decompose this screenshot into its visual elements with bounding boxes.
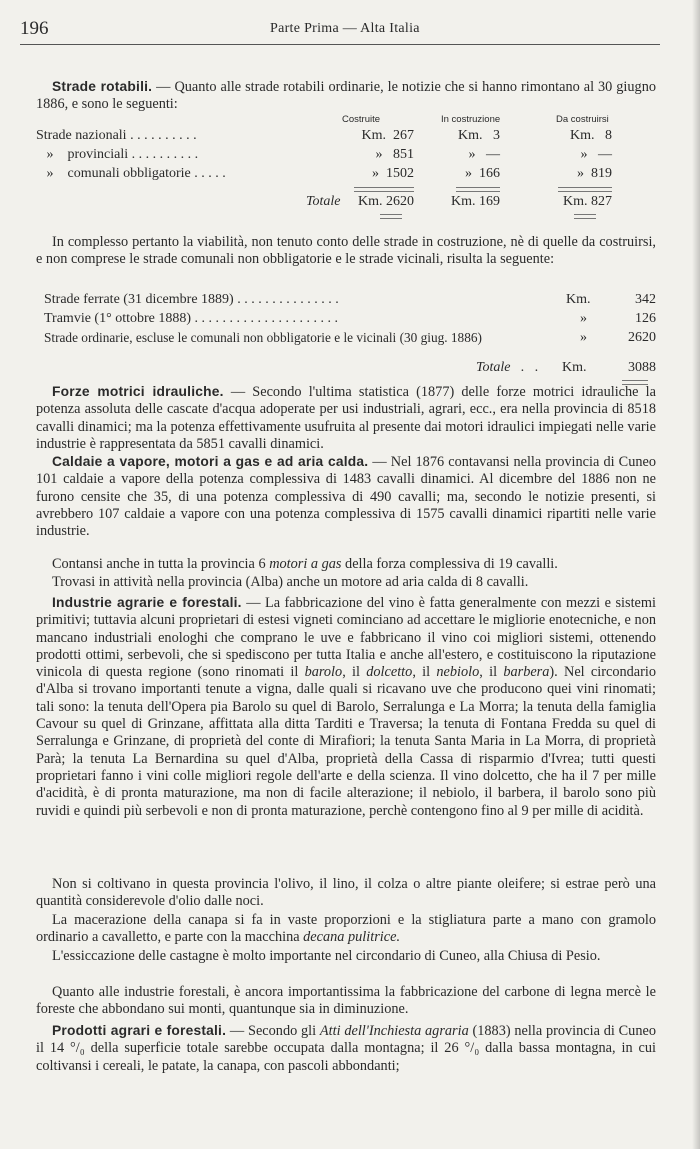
row-label: Tramvie (1° ottobre 1888) . . . . . . . . . . . . . . . . . . . . .: [44, 311, 339, 326]
motori-gas-text-a: Contansi anche in tutta la provincia 6: [52, 556, 270, 572]
forze-motrici-text: — Secondo l'ultima statistica (1877) delle forze motrici idrauliche la potenza assoluta delle cascate d'acqua adoperate per usi industriali, agrari, ecc., era nella provincia di 8518 cavalli dinamici; ma la potenza effettivamente usufruita al presente dai motori idraulici impiegati nelle varie industrie è rappresentata da 5851 cavalli dinamici.: [36, 384, 656, 452]
total-in-costruzione: Km. 169: [451, 194, 500, 209]
aria-calda-paragraph: Trovasi in attività nella provincia (Alba) anche un motore ad aria calda di 8 cavalli.: [52, 574, 529, 590]
cell-costruite: Km. 267: [361, 128, 414, 143]
industrie-paragraph: [36, 594, 656, 820]
forze-motrici-heading: Forze motrici idrauliche.: [52, 384, 224, 399]
row-label: Strade nazionali . . . . . . . . . .: [36, 128, 197, 143]
industrie-heading: Industrie agrarie e forestali.: [52, 595, 242, 610]
viabilita-row-totale: [44, 360, 656, 378]
strade-rotabili-intro: — Quanto alle strade rotabili ordinarie, le notizie che si hanno rimontano al 30 giugno 1886, e sono le seguenti:: [36, 79, 656, 113]
canapa-text: La macerazione della canapa si fa in vaste proporzioni e la stigliatura parte a mano con gramolo ordinario a cavalletto, e parte con la macchina: [36, 912, 656, 946]
viabilita-row-ordinarie: [44, 330, 656, 348]
cell-in-costruzione: » 166: [465, 166, 500, 181]
cell-da-costruirsi: » 819: [577, 166, 612, 181]
cell-in-costruzione: Km. 3: [458, 128, 500, 143]
forze-motrici-paragraph: [36, 383, 656, 453]
col-header-in-costruzione: In costruzione: [441, 114, 501, 125]
total-unit: Km.: [562, 360, 587, 375]
strade-row-comunali: [36, 166, 656, 184]
wine-nebiolo: nebiolo: [436, 664, 480, 681]
page-header: [20, 18, 660, 40]
prodotti-emphasis: Atti dell'Inchiesta agraria: [319, 1023, 469, 1039]
viabilita-row-ferrate: [44, 292, 656, 310]
prodotti-heading: Prodotti agrari e forestali.: [52, 1023, 227, 1038]
page-number: 196: [20, 18, 49, 39]
row-label: Strade ordinarie, escluse le comunali non obbligatorie e le vicinali (30 giug. 1886): [44, 330, 482, 345]
motori-gas-paragraph: [36, 556, 656, 573]
wine-dolcetto: dolcetto: [366, 664, 413, 681]
page-edge-shadow: [692, 0, 700, 1149]
row-unit: »: [580, 311, 587, 326]
strade-row-provinciali: [36, 147, 656, 165]
sum-rule: [456, 187, 500, 192]
canapa-paragraph: [36, 912, 656, 947]
cell-da-costruirsi: Km. 8: [570, 128, 612, 143]
complesso-paragraph: In complesso pertanto la viabilità, non tenuto conto delle strade in costruzione, nè di quelle da costruirsi, e non comprese le strade comunali non obbligatorie e le strade vicinali, risulta la seguente:: [36, 234, 656, 268]
cell-costruite: » 851: [375, 147, 414, 162]
caldaie-text: — Nel 1876 contavansi nella provincia di Cuneo 101 caldaie a vapore della potenza complessiva di 1483 cavalli dinamici. Al dicembre del 1886 non ne furono censite che 35, di una potenza complessiva di 490 cavalli; ma, secondo le notizie presenti, si avrebbero 107 caldaie a vapore con una potenza complessiva di 1575 cavalli dinamici ripartiti nelle varie industrie.: [36, 454, 656, 540]
caldaie-heading: Caldaie a vapore, motori a gas e ad aria calda.: [52, 454, 369, 469]
industrie-text-4: , il: [479, 664, 504, 681]
motori-gas-emphasis: motori a gas: [269, 556, 342, 572]
cell-da-costruirsi: » —: [580, 147, 612, 162]
prodotti-paragraph: [36, 1022, 656, 1075]
sum-rule: [558, 187, 612, 192]
prodotti-text-1: — Secondo gli: [226, 1023, 320, 1039]
col-header-da-costruirsi: Da costruirsi: [556, 114, 609, 125]
running-head: Parte Prima — Alta Italia: [270, 21, 420, 36]
wine-barbera: barbera: [503, 664, 550, 681]
strade-row-totale: [36, 194, 656, 212]
industrie-text-1: — La fabbricazione del vino è fatta generalmente con mezzi e sistemi primitivi; tuttavia alcuni proprietari di estesi vigneti cominciano ad accettare le migliorie enotecniche, e non mancano industriali enologhi che comprano le uve e fabbricano il vino coi migliori sistemi, ottenendo prodotti ottimi, serbevoli, che si spediscono per tutta Italia e anche all'estero, e costituiscono la riputazione vinicola di questa regione (sono rinomati il: [36, 595, 656, 681]
total-label: Totale: [306, 194, 341, 209]
row-value: 2620: [628, 330, 656, 345]
row-unit: »: [580, 330, 587, 345]
row-value: 342: [635, 292, 656, 307]
row-unit: Km.: [566, 292, 591, 307]
prodotti-text-2: (1883) nella provincia di Cuneo il 14 °/₀ della superficie totale sarebbe occupata dalla montagna; il 26 °/₀ dalla bassa montagna, in cui coltivansi i cereali, le patate, la canapa, con pascoli abbondanti;: [36, 1023, 656, 1074]
row-label: » provinciali . . . . . . . . . .: [36, 147, 199, 162]
strade-rotabili-paragraph: [36, 78, 656, 114]
castagne-paragraph: L'essiccazione delle castagne è molto importante nel circondario di Cuneo, alla Chiusa di Pesio.: [52, 948, 601, 964]
caldaie-paragraph: [36, 453, 656, 540]
row-label: Strade ferrate (31 dicembre 1889) . . . . . . . . . . . . . . .: [44, 292, 339, 307]
total-costruite: Km. 2620: [358, 194, 414, 209]
industrie-text-5: ). Nel circondario d'Alba si trovano importanti tenute a vigna, dalle quali si ricavano uve che producono quei vini rinomati; tali sono: la tenuta dell'Opera pia Barolo su quel di Barolo, Serralunga e La Morra; la tenuta della famiglia Cavour su quel di Grinzane, affittata alla ditta Tarditi e Traversa; la tenuta di Fontana Fredda su quel di Serralunga e Grinzane, di proprietà del conte di Mirafiori; la tenuta Santa Maria in La Morra, di proprietà Parà; la tenuta La Bernardina su quel d'Alba, proprietà della Cassa di risparmio d'Ivrea; tutti questi proprietari fanno i vini colle migliori regole dell'arte e della scienza. Il vino dolcetto, che ha il 7 per mille d'acidità, è di pronta maturazione, ma non di facile alterazione; il nebiolo, il barbera, il barolo sono più ruvidi e quindi più serbevoli e non di pronta maturazione, perchè contengono fino al 9 per mille di acidità.: [36, 664, 657, 819]
industrie-text-2: , il: [342, 664, 367, 681]
motori-gas-text-b: della forza complessiva di 19 cavalli.: [341, 556, 558, 572]
total-value: 3088: [628, 360, 656, 375]
sum-rule: [354, 187, 414, 192]
total-label: Totale . .: [476, 360, 539, 375]
wine-barolo: barolo: [304, 664, 343, 681]
total-da-costruirsi: Km. 827: [563, 194, 612, 209]
header-rule: [20, 44, 660, 45]
row-value: 126: [635, 311, 656, 326]
viabilita-row-tramvie: [44, 311, 656, 329]
industrie-text-3: , il: [412, 664, 437, 681]
cell-costruite: » 1502: [372, 166, 414, 181]
row-label: » comunali obbligatorie . . . . .: [36, 166, 226, 181]
strade-rotabili-heading: Strade rotabili.: [52, 79, 153, 94]
col-header-costruite: Costruite: [342, 114, 381, 125]
total-rule: [574, 214, 596, 219]
total-rule: [380, 214, 402, 219]
olivo-paragraph: Non si coltivano in questa provincia l'olivo, il lino, il colza o altre piante oleifere; si estrae però una quantità considerevole d'olio dalle noci.: [36, 876, 656, 910]
carbone-paragraph: Quanto alle industrie forestali, è ancora importantissima la fabbricazione del carbone di legna mercè le foreste che abbondano sui monti, quantunque sia in diminuzione.: [36, 984, 656, 1018]
cell-in-costruzione: » —: [468, 147, 500, 162]
canapa-emphasis: decana pulitrice.: [303, 929, 401, 946]
strade-row-nazionali: [36, 128, 656, 146]
